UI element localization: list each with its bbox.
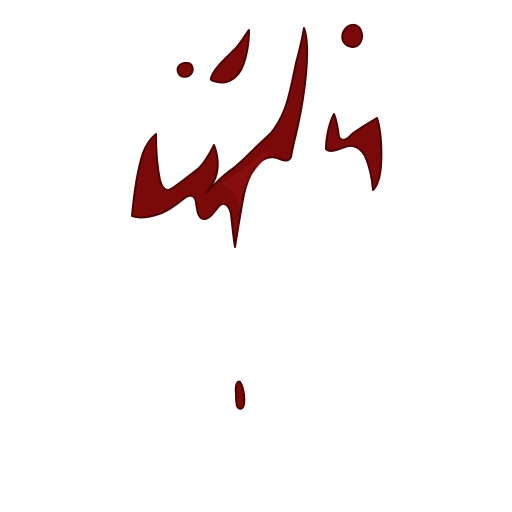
blood-splatter-main bbox=[132, 28, 307, 247]
blood-splatter-right bbox=[326, 114, 381, 190]
blood-drop-top-left bbox=[178, 63, 193, 77]
blood-drop-top-right bbox=[342, 25, 362, 47]
blood-drop-lower bbox=[236, 382, 245, 409]
blood-drip-upper-center bbox=[211, 30, 249, 83]
